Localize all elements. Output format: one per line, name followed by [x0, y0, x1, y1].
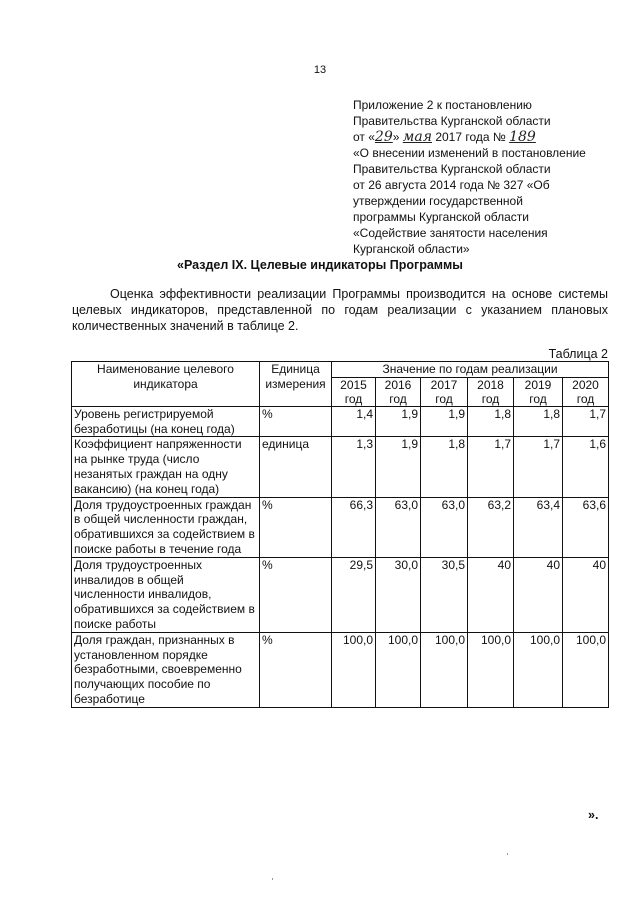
- scan-artifact: [272, 878, 273, 880]
- header-indicator-name: Наименование целевого индикатора: [72, 362, 260, 407]
- year-suffix: год: [481, 391, 500, 406]
- value-cell: 1,7: [468, 437, 514, 497]
- year-value: 2019: [524, 377, 552, 392]
- value-cell: 1,7: [563, 406, 609, 437]
- header-year: [514, 377, 563, 406]
- value-cell: 1,9: [376, 437, 421, 497]
- header-year: [468, 377, 514, 406]
- header-year: [563, 377, 609, 406]
- value-cell: 1,9: [376, 406, 421, 437]
- value-cell: 30,0: [376, 557, 421, 632]
- header-values-by-year: Значение по годам реализации: [332, 362, 609, 378]
- value-cell: 1,8: [514, 406, 563, 437]
- value-cell: 63,0: [376, 497, 421, 557]
- indicator-name-cell: Доля граждан, признанных в установленном порядке безработными, своевременно получающих пособие по безработице: [72, 632, 260, 707]
- table-caption: Таблица 2: [548, 347, 608, 361]
- annex-date-line: [353, 129, 623, 145]
- annex-line: программы Курганской области: [353, 210, 529, 224]
- value-cell: 1,7: [514, 437, 563, 497]
- table-row: [72, 557, 609, 632]
- value-cell: 40: [563, 557, 609, 632]
- indicator-name-cell: Коэффициент напряженности на рынке труда (число незанятых граждан на одну вакансию) (на конец года): [72, 437, 260, 497]
- year-value: 2018: [477, 377, 504, 392]
- unit-cell: %: [260, 497, 332, 557]
- value-cell: 1,9: [421, 406, 468, 437]
- value-cell: 1,8: [421, 437, 468, 497]
- date-prefix: от «: [353, 130, 375, 144]
- value-cell: 63,4: [514, 497, 563, 557]
- page-number: 13: [313, 64, 327, 76]
- table-row: [72, 497, 609, 557]
- annex-line: «О внесении изменений в постановление: [353, 146, 586, 160]
- value-cell: 40: [468, 557, 514, 632]
- scan-artifact: [507, 853, 508, 855]
- year-value: 2015: [340, 377, 367, 392]
- section-title: «Раздел IX. Целевые индикаторы Программы: [177, 258, 463, 272]
- table-body: [72, 406, 609, 707]
- annex-line: Правительства Курганской области: [353, 162, 551, 176]
- table-row: [72, 632, 609, 707]
- value-cell: 66,3: [332, 497, 376, 557]
- unit-cell: %: [260, 406, 332, 437]
- year-suffix: год: [344, 391, 363, 406]
- year-suffix: год: [529, 391, 547, 406]
- value-cell: 63,6: [563, 497, 609, 557]
- unit-cell: единица: [260, 437, 332, 497]
- year-value: 2017: [430, 377, 458, 392]
- year-value: 2020: [572, 377, 599, 392]
- value-cell: 29,5: [332, 557, 376, 632]
- annex-line: Приложение 2 к постановлению: [353, 98, 532, 112]
- value-cell: 100,0: [563, 632, 609, 707]
- header-year: [332, 377, 376, 406]
- value-cell: 100,0: [514, 632, 563, 707]
- document-number-handwritten: 189: [509, 129, 536, 145]
- table-row: [72, 437, 609, 497]
- value-cell: 100,0: [332, 632, 376, 707]
- value-cell: 30,5: [421, 557, 468, 632]
- annex-line: утверждении государственной: [353, 194, 523, 208]
- value-cell: 100,0: [421, 632, 468, 707]
- indicators-table: [71, 361, 609, 708]
- annex-line: Правительства Курганской области: [353, 114, 551, 128]
- table-row: [72, 406, 609, 437]
- annex-line: Курганской области»: [353, 242, 470, 256]
- year-suffix: год: [389, 391, 407, 406]
- value-cell: 1,6: [563, 437, 609, 497]
- header-year: [421, 377, 468, 406]
- indicator-name-cell: Доля трудоустроенных инвалидов в общей численности инвалидов, обратившихся за содействием в поиске работы: [72, 557, 260, 632]
- intro-text: Оценка эффективности реализации Программы производится на основе системы целевых индикаторов, представленной по годам реализации с указанием плановых количественных значений в таблице 2.: [72, 287, 608, 333]
- value-cell: 63,2: [468, 497, 514, 557]
- date-day-handwritten: 29: [374, 129, 393, 145]
- closing-quote: ».: [588, 808, 599, 822]
- year-value: 2016: [384, 377, 412, 392]
- value-cell: 1,3: [332, 437, 376, 497]
- date-month-handwritten: мая: [402, 129, 432, 145]
- value-cell: 63,0: [421, 497, 468, 557]
- annex-block: [353, 97, 623, 257]
- unit-cell: %: [260, 557, 332, 632]
- header-unit: Единица измерения: [260, 362, 332, 407]
- annex-line: «Содействие занятости населения: [353, 226, 548, 240]
- date-mid: »: [392, 130, 403, 144]
- value-cell: 1,4: [332, 406, 376, 437]
- indicator-name-cell: Уровень регистрируемой безработицы (на конец года): [72, 406, 260, 437]
- value-cell: 100,0: [376, 632, 421, 707]
- date-year: 2017 года №: [432, 130, 510, 144]
- annex-line: от 26 августа 2014 года № 327 «Об: [353, 178, 550, 192]
- value-cell: 100,0: [468, 632, 514, 707]
- value-cell: 1,8: [468, 406, 514, 437]
- header-year: [376, 377, 421, 406]
- intro-paragraph: [72, 286, 608, 334]
- value-cell: 40: [514, 557, 563, 632]
- indicator-name-cell: Доля трудоустроенных граждан в общей численности граждан, обратившихся за содействием в поиске работы в течение года: [72, 497, 260, 557]
- unit-cell: %: [260, 632, 332, 707]
- year-suffix: год: [435, 391, 453, 406]
- year-suffix: год: [576, 391, 595, 406]
